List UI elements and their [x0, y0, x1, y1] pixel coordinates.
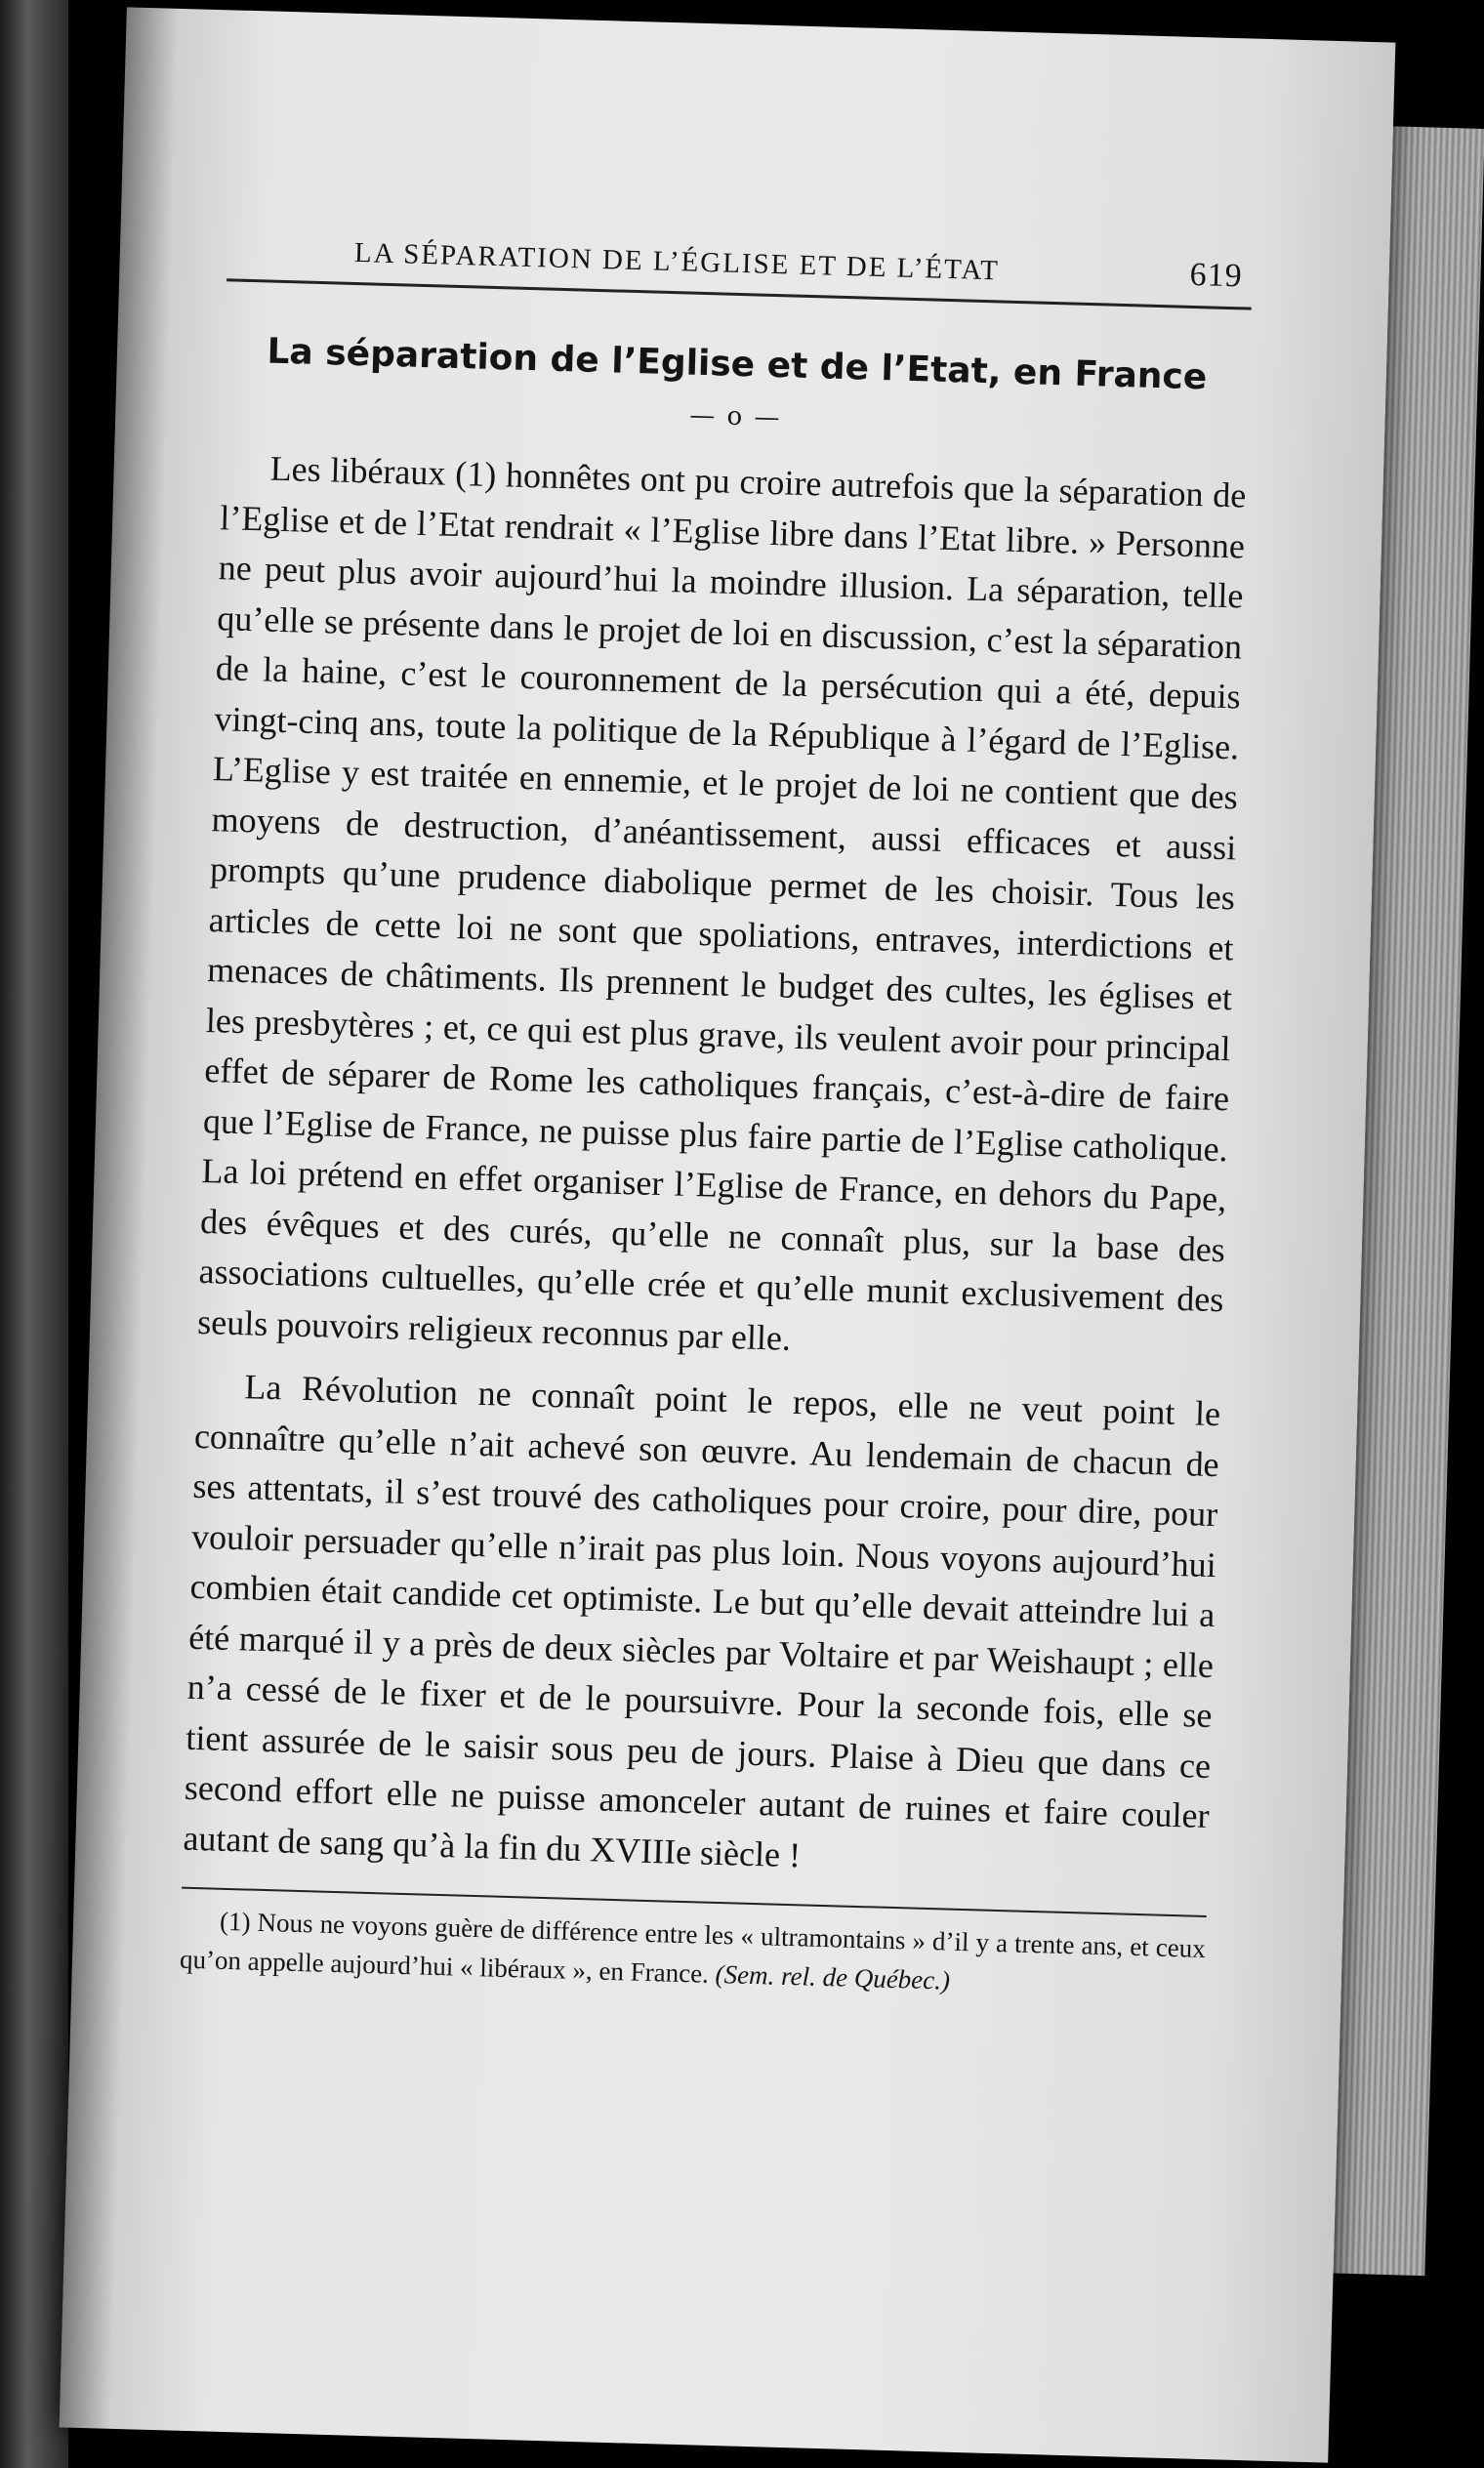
article-title: La séparation de l’Eglise et de l’Etat, en France [266, 331, 1208, 398]
footnote [180, 1901, 1207, 2007]
title-ornament: — o — [688, 400, 782, 433]
running-header [227, 229, 1253, 309]
page-number: 619 [1189, 256, 1244, 295]
left-page-edge [0, 0, 68, 2468]
book-page [60, 7, 1396, 2462]
paragraph-1: Les libéraux (1) honnêtes ont pu croire autrefois que la séparation de l’Eglise et de l’Etat rendrait « l’Eglise libre dans l’Etat libre. » Personne ne peut plus avoir aujourd’hui la moindre illusion. La séparation, telle qu’elle se présente dans le projet de loi en discussion, c’est la séparation de la haine, c’est le couronnement de la persécution qui a été, depuis vingt-cinq ans, toute la politique de la République à l’égard de l’Eglise. L’Eglise y est traitée en ennemie, et le projet de loi ne contient que des moyens de destruction, d’anéantissement, aussi efficaces et aussi prompts qu’une prudence diabolique permet de les choisir. Tous les articles de cette loi ne sont que spoliations, entraves, interdictions et menaces de châtiments. Ils prennent le budget des cultes, les églises et les presbytères ; et, ce qui est plus grave, ils veulent avoir pour principal effet de séparer de Rome les catholiques français, c’est-à-dire de faire que l’Eglise de France, ne puisse plus faire partie de l’Eglise catholique. La loi prétend en effet organiser l’Eglise de France, en dehors du Pape, des évêques et des curés, qu’elle ne connaît plus, sur la base des associations cultuelles, qu’elle crée et qu’elle munit exclusivement des seuls pouvoirs religieux reconnus par elle. [196, 448, 1247, 1358]
paragraph-2: La Révolution ne connaît point le repos, elle ne veut point le connaître qu’elle n’ait achevé son œuvre. Au lendemain de chacun de ses attentats, il s’est trouvé des catholiques pour croire, pour dire, pour vouloir persuader qu’elle n’irait pas plus loin. Nous voyons aujourd’hui combien était candide cet optimiste. Le but qu’elle devait atteindre lui a été marqué il y a près de deux siècles par Voltaire et par Weishaupt ; elle n’a cessé de le fixer et de le poursuivre. Pour la seconde fois, elle se tient assurée de le saisir sous peu de jours. Plaise à Dieu que dans ce second effort elle ne puisse amonceler autant de ruines et faire couler autant de sang qu’à la fin du XVIIIe siècle ! [182, 1367, 1221, 1874]
page-content [180, 229, 1254, 2007]
running-title: LA SÉPARATION DE L’ÉGLISE ET DE L’ÉTAT [353, 236, 1001, 287]
footnote-text: (1) Nous ne voyons guère de différence entre les « ultramontains » d’il y a trente ans, et ceux qu’on appelle aujourd’hui « libéraux », en France. [179, 1906, 1207, 1989]
footnote-source: (Sem. rel. de Québec.) [715, 1958, 951, 1995]
